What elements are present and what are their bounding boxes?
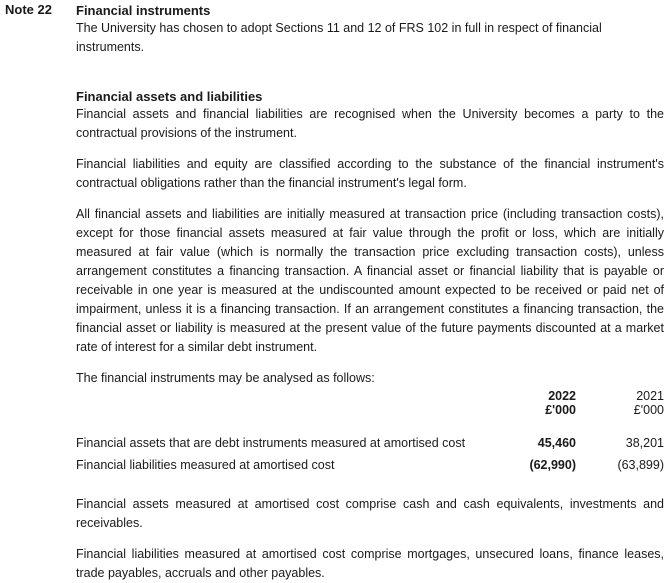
row-value-2021: (63,899) bbox=[617, 458, 664, 472]
closing-paragraph-assets: Financial assets measured at amortised cost comprise cash and cash equivalents, investments and receivables. bbox=[76, 497, 664, 530]
paragraph-recognition: Financial assets and financial liabilities are recognised when the University becomes a party to the contractual provisions of the instrument. bbox=[76, 107, 664, 140]
column-header-2021-unit: £'000 bbox=[633, 403, 664, 417]
row-label: Financial liabilities measured at amortised cost bbox=[76, 458, 335, 472]
financial-instruments-table bbox=[76, 389, 664, 475]
closing-paragraph-liabilities: Financial liabilities measured at amortised cost comprise mortgages, unsecured loans, finance leases, trade payables, accruals and other payables. bbox=[76, 547, 664, 580]
header-spacer bbox=[76, 389, 494, 417]
intro-paragraph: The University has chosen to adopt Sections 11 and 12 of FRS 102 in full in respect of financial instruments. bbox=[76, 21, 602, 54]
row-label: Financial assets that are debt instruments measured at amortised cost bbox=[76, 436, 466, 450]
row-value-2021: 38,201 bbox=[625, 436, 664, 450]
note-content bbox=[76, 2, 664, 583]
note-title: Financial instruments bbox=[76, 3, 211, 18]
column-header-2021-year: 2021 bbox=[636, 389, 664, 403]
section-heading: Financial assets and liabilities bbox=[76, 89, 263, 104]
row-value-2022: (62,990) bbox=[529, 458, 576, 472]
column-header-2021 bbox=[576, 389, 664, 417]
column-header-2022 bbox=[494, 389, 576, 417]
row-value-2022: 45,460 bbox=[537, 436, 576, 450]
table-header-row bbox=[76, 389, 664, 417]
paragraph-measurement: All financial assets and liabilities are initially measured at transaction price (including transaction costs), except for those financial assets measured at fair value through the profit or loss, which are initially measured at fair value (which is normally the transaction price excluding transaction costs), unless arrangement constitutes a financing transaction. A financial asset or financial liability that is payable or receivable in one year is measured at the undiscounted amount expected to be received or paid net of impairment, unless it is a financing transaction. If an arrangement constitutes a financing transaction, the financial asset or liability is measured at the present value of the future payments discounted at a market rate of interest for a similar debt instrument. bbox=[76, 207, 664, 354]
note-label: Note 22 bbox=[5, 2, 52, 17]
paragraph-classification: Financial liabilities and equity are classified according to the substance of the financial instrument's contractual obligations rather than the financial instrument's legal form. bbox=[76, 157, 664, 190]
table-row bbox=[76, 453, 664, 475]
column-header-2022-year: 2022 bbox=[548, 389, 576, 403]
table-row bbox=[76, 417, 664, 453]
column-header-2022-unit: £'000 bbox=[545, 403, 576, 417]
table-intro: The financial instruments may be analysed as follows: bbox=[76, 371, 375, 385]
